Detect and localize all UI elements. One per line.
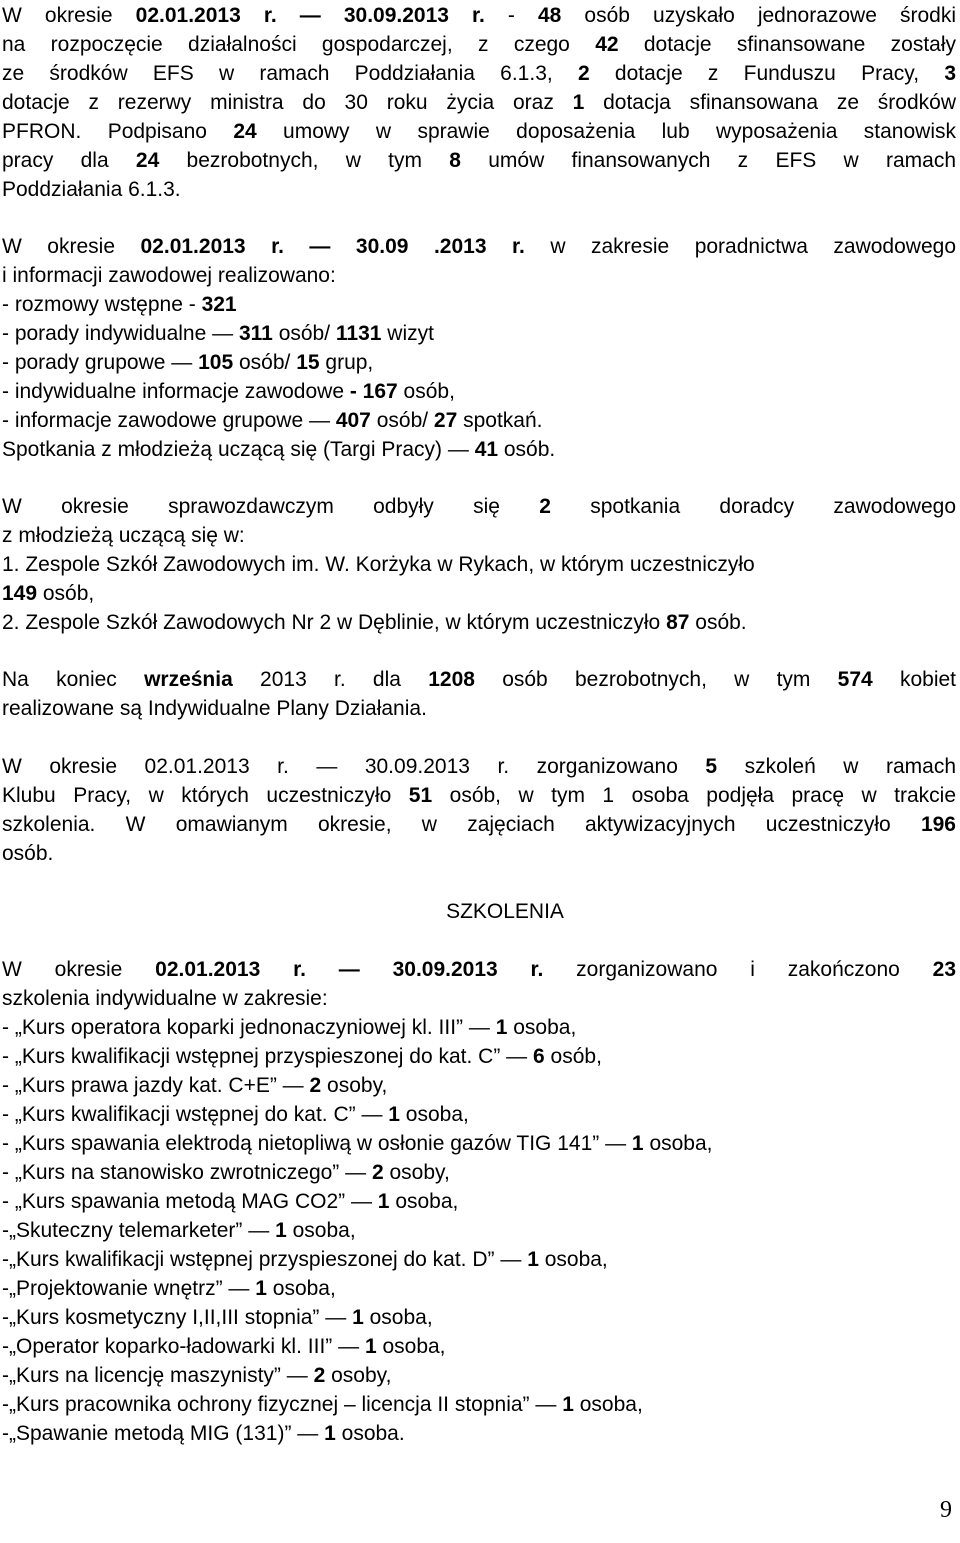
text-run: - „Kurs prawa jazdy kat. C+E” —: [2, 1074, 310, 1097]
bold-value: 8: [449, 149, 461, 172]
text-run: osoba,: [538, 1248, 608, 1271]
text-run: -„Skuteczny telemarketer” —: [2, 1219, 276, 1242]
bold-value: 42: [595, 33, 619, 56]
text-run: -„Kurs kosmetyczny I,II,III stopnia” —: [2, 1306, 353, 1329]
text-run: spotkań.: [457, 409, 543, 432]
text-line: [2, 1132, 713, 1156]
bold-value: 1208: [428, 668, 475, 691]
text-run: -„Kurs pracownika ochrony fizycznej – licencja II stopnia” —: [2, 1393, 563, 1416]
text-run: osób,: [544, 1045, 602, 1068]
text-line: [2, 62, 956, 86]
text-run: W okresie sprawozdawczym odbyły się: [2, 495, 540, 518]
text-line: [2, 697, 427, 721]
bold-value: 196: [920, 813, 956, 836]
bold-value: 6: [533, 1045, 545, 1068]
text-run: osób.: [689, 611, 747, 634]
text-run: osoba.: [335, 1422, 405, 1445]
text-line: [2, 1219, 356, 1243]
text-line: [2, 582, 94, 606]
bold-value: 02.01.2013 r. — 30.09.2013 r.: [155, 958, 544, 981]
bold-value: 24: [233, 120, 257, 143]
text-run: szkoleń w ramach: [717, 755, 956, 778]
text-line: [2, 1161, 450, 1185]
text-run: -: [484, 4, 538, 27]
text-line: [2, 235, 956, 259]
text-line: [2, 293, 237, 317]
text-line: [2, 784, 956, 808]
text-run: dotacje z Funduszu Pracy,: [589, 62, 945, 85]
text-run: pracy dla: [2, 149, 136, 172]
text-line: [2, 409, 543, 433]
text-line: [2, 1190, 458, 1214]
text-run: Poddziałania 6.1.3.: [2, 178, 181, 201]
text-line: [2, 524, 245, 548]
bold-value: - 167: [349, 380, 398, 403]
text-run: -„Kurs na licencję maszynisty” —: [2, 1364, 314, 1387]
text-line: [2, 33, 956, 57]
bold-value: 1: [324, 1422, 336, 1445]
text-run: - „Kurs operatora koparki jednonaczyniowej kl. III” —: [2, 1016, 496, 1039]
text-line: [2, 1335, 446, 1359]
text-run: -„Spawanie metodą MIG (131)” —: [2, 1422, 325, 1445]
text-run: W okresie: [2, 4, 136, 27]
text-run: 2. Zespole Szkół Zawodowych Nr 2 w Dęblinie, w którym uczestniczyło: [2, 611, 667, 634]
text-line: [2, 1045, 602, 1069]
text-line: [2, 438, 555, 462]
text-line: [2, 149, 956, 173]
text-run: W okresie: [2, 958, 156, 981]
section-heading: [0, 900, 960, 924]
text-run: osób bezrobotnych, w tym: [474, 668, 838, 691]
bold-value: 1: [377, 1190, 390, 1213]
text-run: - informacje zawodowe grupowe —: [2, 409, 336, 432]
bold-value: 105: [198, 351, 234, 374]
text-run: Spotkania z młodzieżą uczącą się (Targi Pracy) —: [2, 438, 475, 461]
text-run: osoba,: [266, 1277, 336, 1300]
text-line: [2, 380, 455, 404]
bold-value: 87: [666, 611, 690, 634]
bold-value: 149: [2, 582, 38, 605]
bold-value: 2: [313, 1364, 326, 1387]
text-run: osób.: [2, 842, 54, 865]
bold-value: 41: [474, 438, 499, 461]
text-line: [2, 1306, 433, 1330]
text-run: Klubu Pracy, w których uczestniczyło: [2, 784, 409, 807]
text-line: [2, 1103, 469, 1127]
bold-value: 407: [335, 409, 371, 432]
text-line: [2, 1393, 643, 1417]
bold-value: 311: [238, 322, 273, 345]
text-line: [2, 120, 956, 144]
text-line: [2, 668, 956, 692]
text-run: osób/: [370, 409, 434, 432]
bold-value: 48: [538, 4, 562, 27]
text-run: bezrobotnych, w tym: [159, 149, 450, 172]
text-run: osoba,: [363, 1306, 433, 1329]
bold-value: 51: [408, 784, 433, 807]
text-run: kobiet: [872, 668, 957, 691]
text-run: osoba,: [286, 1219, 356, 1242]
text-run: i informacji zawodowej realizowano:: [2, 264, 336, 287]
text-run: z młodzieżą uczącą się w:: [2, 524, 245, 547]
text-run: osoba,: [376, 1335, 446, 1358]
text-run: Na koniec: [2, 668, 145, 691]
text-run: dotacje z rezerwy ministra do 30 roku życia oraz: [2, 91, 573, 114]
text-line: [2, 1422, 405, 1446]
text-line: [2, 611, 747, 635]
text-line: [2, 755, 956, 779]
text-run: osoba,: [643, 1132, 713, 1155]
text-run: na rozpoczęcie działalności gospodarczej, z czego: [2, 33, 596, 56]
text-run: - porady grupowe —: [2, 351, 199, 374]
bold-value: 1: [572, 91, 585, 114]
bold-value: 2: [371, 1161, 384, 1184]
text-run: -„Operator koparko-ładowarki kl. III” —: [2, 1335, 365, 1358]
page-number: 9: [940, 1497, 952, 1523]
text-run: W okresie 02.01.2013 r. — 30.09.2013 r. zorganizowano: [2, 755, 706, 778]
bold-value: 24: [135, 149, 160, 172]
bold-value: 02.01.2013 r. — 30.09.2013 r.: [135, 4, 485, 27]
bold-value: 5: [705, 755, 718, 778]
text-run: szkolenia indywidualne w zakresie:: [2, 987, 328, 1010]
text-run: ze środków EFS w ramach Poddziałania 6.1.3,: [2, 62, 578, 85]
bold-value: 1131: [335, 322, 382, 345]
text-line: [2, 958, 956, 982]
text-line: [2, 1074, 387, 1098]
bold-value: 1: [255, 1277, 267, 1300]
text-line: [2, 1364, 391, 1388]
text-run: grup,: [319, 351, 374, 374]
text-run: W okresie: [2, 235, 141, 258]
text-run: umów finansowanych z EFS w ramach: [460, 149, 957, 172]
text-run: osób/: [272, 322, 336, 345]
bold-value: 574: [837, 668, 873, 691]
text-run: - „Kurs spawania elektrodą nietopliwą w osłonie gazów TIG 141” —: [2, 1132, 632, 1155]
text-run: osób.: [498, 438, 556, 461]
bold-value: 1: [631, 1132, 644, 1155]
text-run: osoba,: [399, 1103, 469, 1126]
bold-value: 02.01.2013 r. — 30.09 .2013 r.: [140, 235, 525, 258]
bold-value: 27: [433, 409, 458, 432]
bold-value: 1: [527, 1248, 539, 1271]
bold-value: 2: [309, 1074, 322, 1097]
text-line: [2, 1248, 608, 1272]
text-run: - „Kurs kwalifikacji wstępnej przyspieszonej do kat. C” —: [2, 1045, 534, 1068]
bold-value: września: [144, 668, 233, 691]
text-run: - rozmowy wstępne -: [2, 293, 202, 316]
text-run: osoby,: [383, 1161, 450, 1184]
bold-value: 2: [539, 495, 551, 518]
bold-value: 3: [944, 62, 956, 85]
text-run: - „Kurs na stanowisko zwrotniczego” —: [2, 1161, 372, 1184]
text-line: [2, 91, 956, 115]
text-run: umowy w sprawie doposażenia lub wyposażenia stanowisk: [256, 120, 956, 143]
text-line: [2, 178, 181, 202]
text-line: [2, 1016, 576, 1040]
text-run: osób, w tym 1 osoba podjęła pracę w trakcie: [432, 784, 956, 807]
text-run: w zakresie poradnictwa zawodowego: [524, 235, 956, 258]
text-line: [2, 4, 956, 28]
text-run: spotkania doradcy zawodowego: [550, 495, 957, 518]
bold-value: 15: [296, 351, 320, 374]
text-run: osoba,: [389, 1190, 459, 1213]
text-line: [2, 842, 53, 866]
text-run: 2013 r. dla: [232, 668, 429, 691]
text-run: 1. Zespole Szkół Zawodowych im. W. Korżyka w Rykach, w którym uczestniczyło: [2, 553, 755, 576]
bold-value: 1: [388, 1103, 400, 1126]
text-run: osoby,: [325, 1364, 392, 1387]
text-run: osób uzyskało jednorazowe środki: [561, 4, 956, 27]
bold-value: 23: [932, 958, 956, 981]
bold-value: 321: [201, 293, 237, 316]
text-line: [2, 1277, 336, 1301]
text-run: SZKOLENIA: [446, 900, 564, 923]
bold-value: 1: [495, 1016, 508, 1039]
text-run: osób,: [397, 380, 455, 403]
text-run: -„Projektowanie wnętrz” —: [2, 1277, 256, 1300]
text-run: osoba,: [507, 1016, 577, 1039]
text-run: zorganizowano i zakończono: [543, 958, 933, 981]
text-run: szkolenia. W omawianym okresie, w zajęciach aktywizacyjnych uczestniczyło: [2, 813, 921, 836]
text-run: - indywidualne informacje zawodowe: [2, 380, 350, 403]
bold-value: 2: [577, 62, 590, 85]
text-run: - „Kurs kwalifikacji wstępnej do kat. C” —: [2, 1103, 389, 1126]
text-run: realizowane są Indywidualne Plany Działania.: [2, 697, 427, 720]
text-run: - porady indywidualne —: [2, 322, 239, 345]
text-run: dotacja sfinansowana ze środków: [584, 91, 956, 114]
text-run: dotacje sfinansowane zostały: [618, 33, 957, 56]
bold-value: 1: [352, 1306, 364, 1329]
text-run: osoby,: [321, 1074, 388, 1097]
text-line: [2, 351, 373, 375]
text-run: osoba,: [573, 1393, 643, 1416]
bold-value: 1: [364, 1335, 377, 1358]
text-run: - „Kurs spawania metodą MAG CO2” —: [2, 1190, 378, 1213]
text-run: wizyt: [381, 322, 434, 345]
text-line: [2, 987, 328, 1011]
text-run: osób,: [37, 582, 95, 605]
text-line: [2, 813, 956, 837]
bold-value: 1: [562, 1393, 574, 1416]
text-line: [2, 495, 956, 519]
text-run: -„Kurs kwalifikacji wstępnej przyspieszonej do kat. D” —: [2, 1248, 528, 1271]
text-run: PFRON. Podpisano: [2, 120, 234, 143]
text-run: osób/: [233, 351, 297, 374]
text-line: [2, 322, 434, 346]
text-line: [2, 264, 336, 288]
bold-value: 1: [275, 1219, 287, 1242]
text-line: [2, 553, 755, 577]
